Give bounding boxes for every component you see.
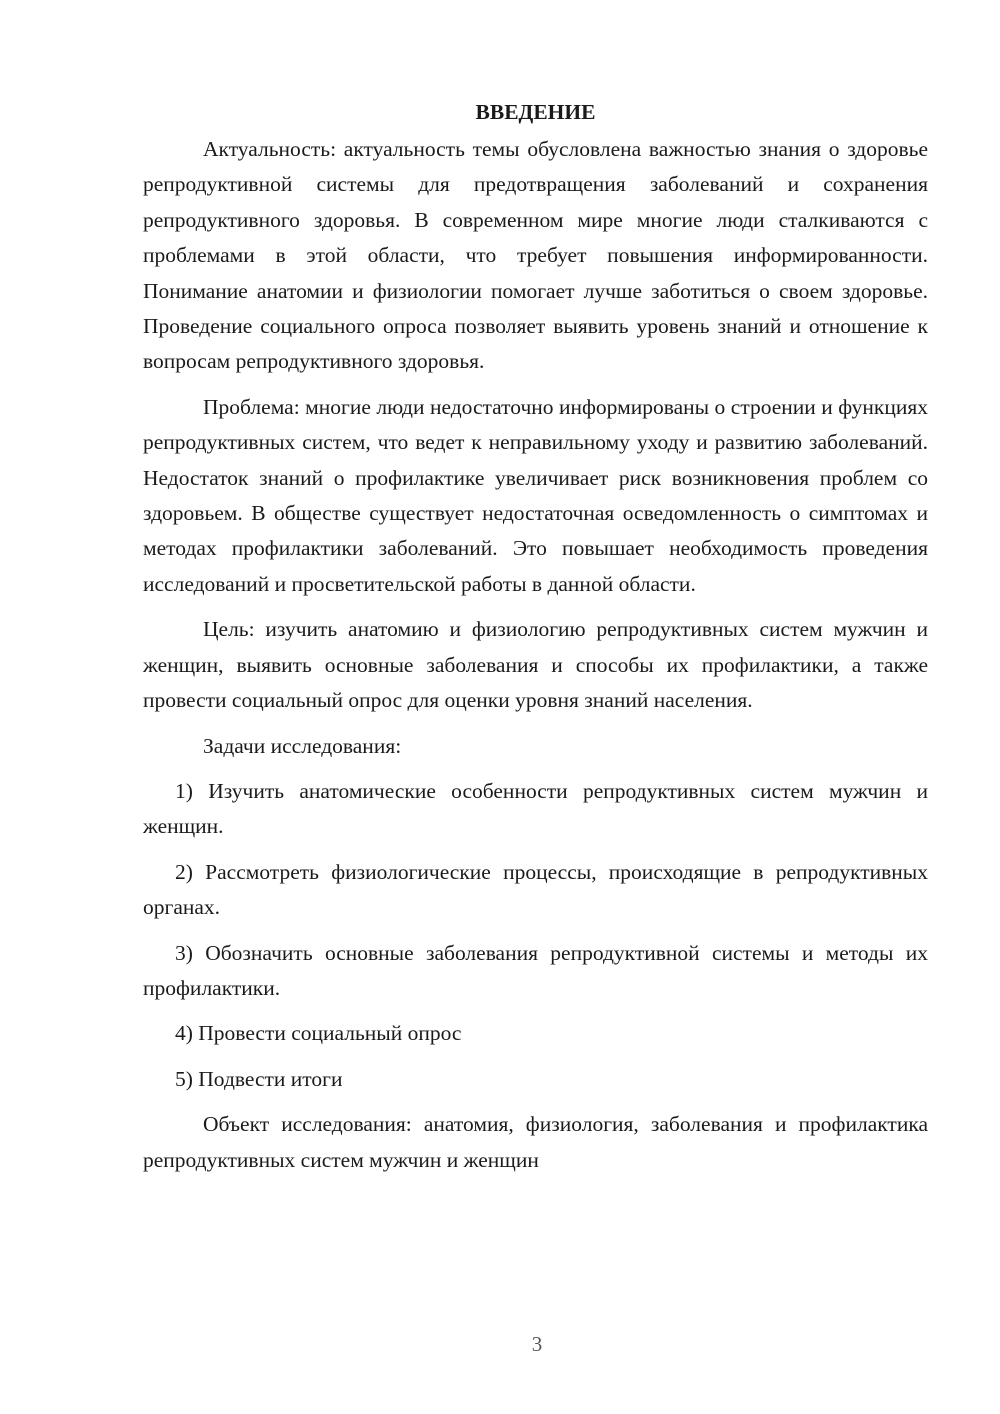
task-item: 4) Провести социальный опрос xyxy=(175,1021,462,1046)
page-content xyxy=(143,96,928,1178)
page-number: 3 xyxy=(531,1332,543,1356)
task-item: 3) Обозначить основные заболевания репродуктивной системы и методы их профилактики. xyxy=(143,940,928,1000)
task-item: 2) Рассмотреть физиологические процессы, происходящие в репродуктивных органах. xyxy=(143,859,928,920)
tasks-heading: Задачи исследования: xyxy=(203,733,402,758)
paragraph-problem: Проблема: многие люди недостаточно информированы о строении и функциях репродуктивных систем, что ведет к неправильному уходу и развитию заболеваний. Недостаток знаний о профилактике увеличивает риск возникновения проблем со здоровьем. В обществе существует недостаточная осведомленность о симптомах и методах профилактики заболеваний. Это повышает необходимость проведения исследований и просветительской работы в данной области. xyxy=(143,394,928,596)
task-item: 5) Подвести итоги xyxy=(175,1066,343,1091)
section-title: ВВЕДЕНИЕ xyxy=(475,100,596,124)
paragraph-goal: Цель: изучить анатомию и физиологию репродуктивных систем мужчин и женщин, выявить основные заболевания и способы их профилактики, а также провести социальный опрос для оценки уровня знаний населения. xyxy=(143,617,928,713)
paragraph-object: Объект исследования: анатомия, физиология, заболевания и профилактика репродуктивных систем мужчин и женщин xyxy=(143,1112,928,1172)
paragraph-relevance: Актуальность: актуальность темы обусловлена важностью знания о здоровье репродуктивной системы для предотвращения заболеваний и сохранения репродуктивного здоровья. В современном мире многие люди сталкиваются с проблемами в этой области, что требует повышения информированности. Понимание анатомии и физиологии помогает лучше заботиться о своем здоровье. Проведение социального опроса позволяет выявить уровень знаний и отношение к вопросам репродуктивного здоровья. xyxy=(143,137,928,374)
task-item: 1) Изучить анатомические особенности репродуктивных систем мужчин и женщин. xyxy=(143,778,928,839)
